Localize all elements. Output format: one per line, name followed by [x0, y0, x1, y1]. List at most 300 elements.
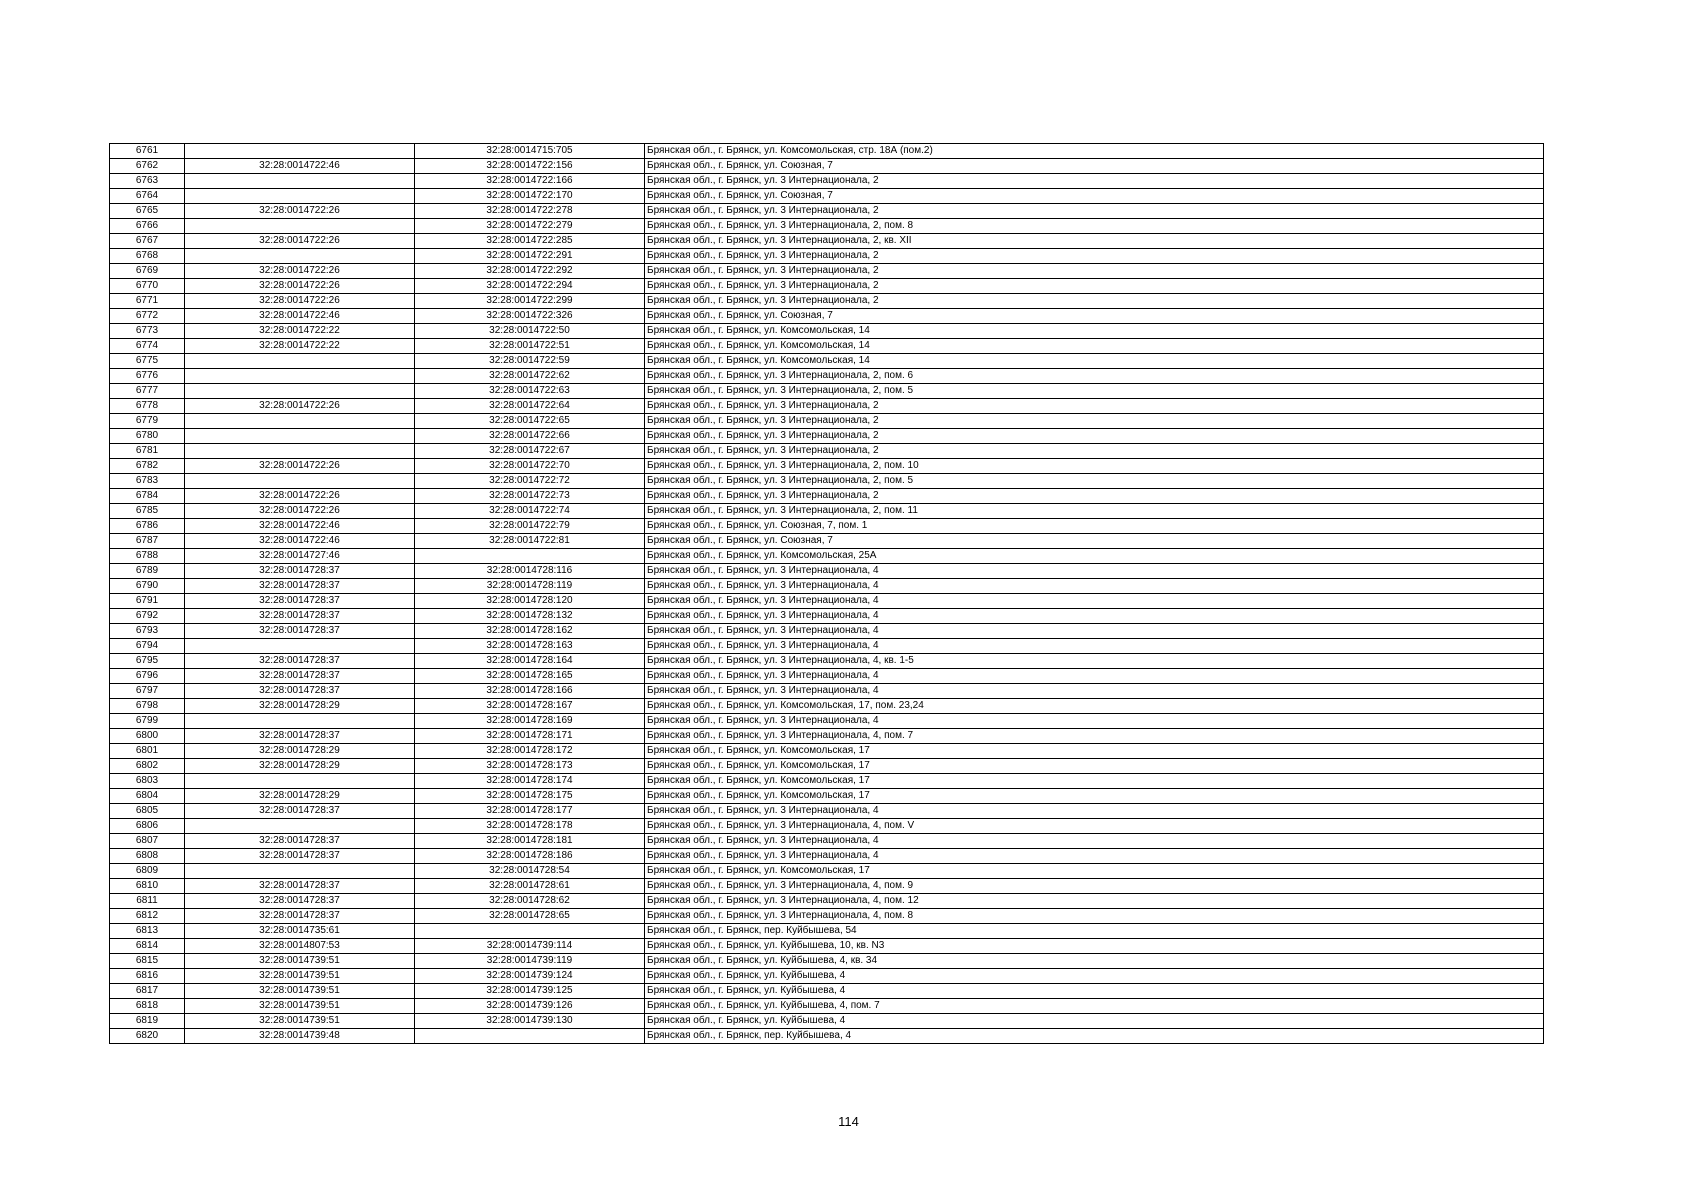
address-cell: Брянская обл., г. Брянск, ул. 3 Интернационала, 2	[645, 174, 1544, 189]
parent-cadastral-number-cell	[185, 369, 415, 384]
parent-cadastral-number-cell	[185, 864, 415, 879]
row-number-cell: 6765	[110, 204, 185, 219]
address-cell: Брянская обл., г. Брянск, ул. Куйбышева, 4, пом. 7	[645, 999, 1544, 1014]
cadastral-number-cell: 32:28:0014722:65	[415, 414, 645, 429]
cadastral-number-cell: 32:28:0014722:278	[415, 204, 645, 219]
table-row	[110, 549, 1544, 564]
cadastral-number-cell: 32:28:0014728:62	[415, 894, 645, 909]
address-cell: Брянская обл., г. Брянск, ул. 3 Интернационала, 4	[645, 564, 1544, 579]
table-row	[110, 789, 1544, 804]
table-row	[110, 729, 1544, 744]
cadastral-number-cell: 32:28:0014722:294	[415, 279, 645, 294]
address-cell: Брянская обл., г. Брянск, ул. 3 Интернационала, 4, кв. 1-5	[645, 654, 1544, 669]
property-registry-table	[109, 143, 1544, 1044]
row-number-cell: 6797	[110, 684, 185, 699]
table-row	[110, 234, 1544, 249]
table-row	[110, 714, 1544, 729]
parent-cadastral-number-cell: 32:28:0014728:37	[185, 879, 415, 894]
address-cell: Брянская обл., г. Брянск, ул. 3 Интернационала, 4	[645, 609, 1544, 624]
cadastral-number-cell: 32:28:0014728:116	[415, 564, 645, 579]
row-number-cell: 6804	[110, 789, 185, 804]
row-number-cell: 6799	[110, 714, 185, 729]
parent-cadastral-number-cell	[185, 249, 415, 264]
cadastral-number-cell: 32:28:0014728:120	[415, 594, 645, 609]
table-row	[110, 834, 1544, 849]
row-number-cell: 6806	[110, 819, 185, 834]
address-cell: Брянская обл., г. Брянск, ул. 3 Интернационала, 4, пом. 12	[645, 894, 1544, 909]
table-row	[110, 459, 1544, 474]
parent-cadastral-number-cell	[185, 174, 415, 189]
cadastral-number-cell: 32:28:0014722:51	[415, 339, 645, 354]
parent-cadastral-number-cell: 32:28:0014728:37	[185, 579, 415, 594]
cadastral-number-cell: 32:28:0014739:124	[415, 969, 645, 984]
address-cell: Брянская обл., г. Брянск, ул. 3 Интернационала, 4	[645, 624, 1544, 639]
parent-cadastral-number-cell: 32:28:0014722:46	[185, 309, 415, 324]
address-cell: Брянская обл., г. Брянск, пер. Куйбышева, 54	[645, 924, 1544, 939]
parent-cadastral-number-cell: 32:28:0014722:26	[185, 234, 415, 249]
table-row	[110, 879, 1544, 894]
table-row	[110, 204, 1544, 219]
table-row	[110, 849, 1544, 864]
cadastral-number-cell	[415, 924, 645, 939]
parent-cadastral-number-cell: 32:28:0014722:26	[185, 504, 415, 519]
address-cell: Брянская обл., г. Брянск, ул. 3 Интернационала, 4	[645, 804, 1544, 819]
row-number-cell: 6802	[110, 759, 185, 774]
address-cell: Брянская обл., г. Брянск, ул. 3 Интернационала, 2, пом. 5	[645, 474, 1544, 489]
cadastral-number-cell: 32:28:0014722:50	[415, 324, 645, 339]
cadastral-number-cell: 32:28:0014728:173	[415, 759, 645, 774]
cadastral-number-cell: 32:28:0014728:171	[415, 729, 645, 744]
address-cell: Брянская обл., г. Брянск, ул. 3 Интернационала, 4, пом. 7	[645, 729, 1544, 744]
cadastral-number-cell	[415, 1029, 645, 1044]
table-row	[110, 174, 1544, 189]
cadastral-number-cell: 32:28:0014722:291	[415, 249, 645, 264]
address-cell: Брянская обл., г. Брянск, ул. 3 Интернационала, 2	[645, 264, 1544, 279]
cadastral-number-cell: 32:28:0014728:172	[415, 744, 645, 759]
parent-cadastral-number-cell: 32:28:0014722:22	[185, 324, 415, 339]
cadastral-number-cell: 32:28:0014722:81	[415, 534, 645, 549]
parent-cadastral-number-cell	[185, 429, 415, 444]
cadastral-number-cell: 32:28:0014728:175	[415, 789, 645, 804]
row-number-cell: 6762	[110, 159, 185, 174]
address-cell: Брянская обл., г. Брянск, ул. Комсомольская, 17, пом. 23,24	[645, 699, 1544, 714]
parent-cadastral-number-cell	[185, 189, 415, 204]
table-row	[110, 894, 1544, 909]
address-cell: Брянская обл., г. Брянск, ул. Куйбышева, 4	[645, 984, 1544, 999]
cadastral-number-cell: 32:28:0014722:74	[415, 504, 645, 519]
row-number-cell: 6777	[110, 384, 185, 399]
parent-cadastral-number-cell: 32:28:0014739:51	[185, 1014, 415, 1029]
address-cell: Брянская обл., г. Брянск, ул. 3 Интернационала, 2, пом. 8	[645, 219, 1544, 234]
table-row	[110, 699, 1544, 714]
cadastral-number-cell: 32:28:0014722:285	[415, 234, 645, 249]
address-cell: Брянская обл., г. Брянск, ул. 3 Интернационала, 4	[645, 684, 1544, 699]
cadastral-number-cell: 32:28:0014728:177	[415, 804, 645, 819]
row-number-cell: 6803	[110, 774, 185, 789]
cadastral-number-cell: 32:28:0014715:705	[415, 144, 645, 159]
address-cell: Брянская обл., г. Брянск, ул. Комсомольская, 17	[645, 789, 1544, 804]
address-cell: Брянская обл., г. Брянск, ул. Комсомольская, стр. 18А (пом.2)	[645, 144, 1544, 159]
cadastral-number-cell: 32:28:0014722:279	[415, 219, 645, 234]
table-row	[110, 819, 1544, 834]
parent-cadastral-number-cell: 32:28:0014722:26	[185, 204, 415, 219]
parent-cadastral-number-cell: 32:28:0014728:29	[185, 789, 415, 804]
row-number-cell: 6787	[110, 534, 185, 549]
row-number-cell: 6818	[110, 999, 185, 1014]
parent-cadastral-number-cell: 32:28:0014728:37	[185, 669, 415, 684]
address-cell: Брянская обл., г. Брянск, ул. Союзная, 7, пом. 1	[645, 519, 1544, 534]
row-number-cell: 6769	[110, 264, 185, 279]
cadastral-number-cell: 32:28:0014739:130	[415, 1014, 645, 1029]
cadastral-number-cell: 32:28:0014722:156	[415, 159, 645, 174]
table-row	[110, 249, 1544, 264]
address-cell: Брянская обл., г. Брянск, ул. 3 Интернационала, 2, пом. 11	[645, 504, 1544, 519]
address-cell: Брянская обл., г. Брянск, ул. Комсомольская, 14	[645, 354, 1544, 369]
row-number-cell: 6773	[110, 324, 185, 339]
cadastral-number-cell: 32:28:0014728:167	[415, 699, 645, 714]
address-cell: Брянская обл., г. Брянск, ул. 3 Интернационала, 2, пом. 6	[645, 369, 1544, 384]
parent-cadastral-number-cell: 32:28:0014728:37	[185, 609, 415, 624]
table-row	[110, 429, 1544, 444]
parent-cadastral-number-cell: 32:28:0014728:37	[185, 729, 415, 744]
address-cell: Брянская обл., г. Брянск, ул. 3 Интернационала, 2	[645, 399, 1544, 414]
row-number-cell: 6786	[110, 519, 185, 534]
address-cell: Брянская обл., г. Брянск, ул. 3 Интернационала, 2, кв. XII	[645, 234, 1544, 249]
cadastral-number-cell: 32:28:0014739:119	[415, 954, 645, 969]
parent-cadastral-number-cell: 32:28:0014722:26	[185, 489, 415, 504]
row-number-cell: 6783	[110, 474, 185, 489]
table-row	[110, 534, 1544, 549]
parent-cadastral-number-cell	[185, 714, 415, 729]
row-number-cell: 6784	[110, 489, 185, 504]
parent-cadastral-number-cell	[185, 384, 415, 399]
parent-cadastral-number-cell	[185, 219, 415, 234]
row-number-cell: 6788	[110, 549, 185, 564]
table-row	[110, 564, 1544, 579]
parent-cadastral-number-cell: 32:28:0014728:37	[185, 594, 415, 609]
address-cell: Брянская обл., г. Брянск, ул. Комсомольская, 17	[645, 864, 1544, 879]
cadastral-number-cell: 32:28:0014722:59	[415, 354, 645, 369]
table-row	[110, 354, 1544, 369]
table-row	[110, 444, 1544, 459]
row-number-cell: 6817	[110, 984, 185, 999]
address-cell: Брянская обл., г. Брянск, ул. 3 Интернационала, 2	[645, 444, 1544, 459]
address-cell: Брянская обл., г. Брянск, ул. 3 Интернационала, 4	[645, 594, 1544, 609]
parent-cadastral-number-cell	[185, 414, 415, 429]
address-cell: Брянская обл., г. Брянск, ул. 3 Интернационала, 4, пом. 9	[645, 879, 1544, 894]
address-cell: Брянская обл., г. Брянск, ул. 3 Интернационала, 4	[645, 579, 1544, 594]
cadastral-number-cell: 32:28:0014728:162	[415, 624, 645, 639]
parent-cadastral-number-cell: 32:28:0014728:37	[185, 684, 415, 699]
table-row	[110, 624, 1544, 639]
cadastral-number-cell: 32:28:0014728:65	[415, 909, 645, 924]
parent-cadastral-number-cell: 32:28:0014728:29	[185, 699, 415, 714]
table-row	[110, 504, 1544, 519]
address-cell: Брянская обл., г. Брянск, ул. Союзная, 7	[645, 159, 1544, 174]
table-row	[110, 384, 1544, 399]
cadastral-number-cell: 32:28:0014728:163	[415, 639, 645, 654]
address-cell: Брянская обл., г. Брянск, ул. 3 Интернационала, 2	[645, 249, 1544, 264]
address-cell: Брянская обл., г. Брянск, ул. Союзная, 7	[645, 534, 1544, 549]
cadastral-number-cell: 32:28:0014722:63	[415, 384, 645, 399]
row-number-cell: 6772	[110, 309, 185, 324]
cadastral-number-cell: 32:28:0014728:169	[415, 714, 645, 729]
parent-cadastral-number-cell: 32:28:0014739:51	[185, 954, 415, 969]
row-number-cell: 6770	[110, 279, 185, 294]
table-row	[110, 474, 1544, 489]
address-cell: Брянская обл., г. Брянск, ул. Комсомольская, 25А	[645, 549, 1544, 564]
table-row	[110, 864, 1544, 879]
row-number-cell: 6789	[110, 564, 185, 579]
table-row	[110, 264, 1544, 279]
cadastral-number-cell: 32:28:0014722:79	[415, 519, 645, 534]
table-row	[110, 414, 1544, 429]
row-number-cell: 6781	[110, 444, 185, 459]
row-number-cell: 6775	[110, 354, 185, 369]
address-cell: Брянская обл., г. Брянск, ул. 3 Интернационала, 4, пом. 8	[645, 909, 1544, 924]
parent-cadastral-number-cell: 32:28:0014739:51	[185, 969, 415, 984]
cadastral-number-cell: 32:28:0014739:125	[415, 984, 645, 999]
table-row	[110, 399, 1544, 414]
cadastral-number-cell: 32:28:0014722:292	[415, 264, 645, 279]
address-cell: Брянская обл., г. Брянск, ул. Куйбышева, 10, кв. N3	[645, 939, 1544, 954]
table-row	[110, 309, 1544, 324]
address-cell: Брянская обл., г. Брянск, ул. Комсомольская, 17	[645, 744, 1544, 759]
table-row	[110, 909, 1544, 924]
cadastral-number-cell: 32:28:0014722:66	[415, 429, 645, 444]
table-row	[110, 999, 1544, 1014]
parent-cadastral-number-cell: 32:28:0014722:26	[185, 459, 415, 474]
address-cell: Брянская обл., г. Брянск, ул. 3 Интернационала, 2	[645, 429, 1544, 444]
cadastral-number-cell: 32:28:0014739:126	[415, 999, 645, 1014]
row-number-cell: 6796	[110, 669, 185, 684]
parent-cadastral-number-cell: 32:28:0014728:37	[185, 804, 415, 819]
address-cell: Брянская обл., г. Брянск, ул. Куйбышева, 4	[645, 969, 1544, 984]
cadastral-number-cell: 32:28:0014722:72	[415, 474, 645, 489]
table-row	[110, 759, 1544, 774]
row-number-cell: 6763	[110, 174, 185, 189]
cadastral-number-cell: 32:28:0014728:61	[415, 879, 645, 894]
cadastral-number-cell: 32:28:0014722:166	[415, 174, 645, 189]
row-number-cell: 6761	[110, 144, 185, 159]
row-number-cell: 6791	[110, 594, 185, 609]
address-cell: Брянская обл., г. Брянск, ул. Куйбышева, 4, кв. 34	[645, 954, 1544, 969]
table-row	[110, 294, 1544, 309]
row-number-cell: 6812	[110, 909, 185, 924]
parent-cadastral-number-cell: 32:28:0014728:29	[185, 744, 415, 759]
table-row	[110, 489, 1544, 504]
parent-cadastral-number-cell: 32:28:0014728:37	[185, 909, 415, 924]
row-number-cell: 6820	[110, 1029, 185, 1044]
parent-cadastral-number-cell: 32:28:0014722:22	[185, 339, 415, 354]
parent-cadastral-number-cell: 32:28:0014728:37	[185, 564, 415, 579]
parent-cadastral-number-cell	[185, 639, 415, 654]
table-row	[110, 939, 1544, 954]
address-cell: Брянская обл., г. Брянск, ул. Союзная, 7	[645, 189, 1544, 204]
table-row	[110, 969, 1544, 984]
table-row	[110, 1014, 1544, 1029]
parent-cadastral-number-cell: 32:28:0014722:46	[185, 519, 415, 534]
cadastral-number-cell: 32:28:0014728:178	[415, 819, 645, 834]
row-number-cell: 6813	[110, 924, 185, 939]
parent-cadastral-number-cell: 32:28:0014728:37	[185, 654, 415, 669]
table-row	[110, 744, 1544, 759]
cadastral-number-cell: 32:28:0014728:165	[415, 669, 645, 684]
cadastral-number-cell: 32:28:0014728:164	[415, 654, 645, 669]
parent-cadastral-number-cell: 32:28:0014739:48	[185, 1029, 415, 1044]
cadastral-number-cell: 32:28:0014728:166	[415, 684, 645, 699]
row-number-cell: 6771	[110, 294, 185, 309]
row-number-cell: 6798	[110, 699, 185, 714]
table-row	[110, 279, 1544, 294]
table-row	[110, 189, 1544, 204]
address-cell: Брянская обл., г. Брянск, ул. Комсомольская, 17	[645, 774, 1544, 789]
cadastral-number-cell: 32:28:0014722:299	[415, 294, 645, 309]
address-cell: Брянская обл., г. Брянск, ул. Куйбышева, 4	[645, 1014, 1544, 1029]
row-number-cell: 6767	[110, 234, 185, 249]
table-row	[110, 579, 1544, 594]
table-row	[110, 654, 1544, 669]
address-cell: Брянская обл., г. Брянск, ул. Союзная, 7	[645, 309, 1544, 324]
cadastral-number-cell: 32:28:0014728:174	[415, 774, 645, 789]
parent-cadastral-number-cell: 32:28:0014728:37	[185, 849, 415, 864]
address-cell: Брянская обл., г. Брянск, ул. 3 Интернационала, 4	[645, 834, 1544, 849]
address-cell: Брянская обл., г. Брянск, ул. 3 Интернационала, 4	[645, 639, 1544, 654]
row-number-cell: 6800	[110, 729, 185, 744]
table-row	[110, 339, 1544, 354]
row-number-cell: 6792	[110, 609, 185, 624]
parent-cadastral-number-cell: 32:28:0014722:26	[185, 279, 415, 294]
row-number-cell: 6785	[110, 504, 185, 519]
row-number-cell: 6801	[110, 744, 185, 759]
table-row	[110, 159, 1544, 174]
cadastral-number-cell	[415, 549, 645, 564]
row-number-cell: 6776	[110, 369, 185, 384]
parent-cadastral-number-cell: 32:28:0014739:51	[185, 999, 415, 1014]
cadastral-number-cell: 32:28:0014728:181	[415, 834, 645, 849]
row-number-cell: 6794	[110, 639, 185, 654]
cadastral-number-cell: 32:28:0014739:114	[415, 939, 645, 954]
table-row	[110, 639, 1544, 654]
parent-cadastral-number-cell: 32:28:0014722:46	[185, 534, 415, 549]
row-number-cell: 6815	[110, 954, 185, 969]
row-number-cell: 6793	[110, 624, 185, 639]
parent-cadastral-number-cell	[185, 354, 415, 369]
row-number-cell: 6816	[110, 969, 185, 984]
cadastral-number-cell: 32:28:0014722:170	[415, 189, 645, 204]
row-number-cell: 6774	[110, 339, 185, 354]
cadastral-number-cell: 32:28:0014722:73	[415, 489, 645, 504]
row-number-cell: 6808	[110, 849, 185, 864]
parent-cadastral-number-cell: 32:28:0014728:37	[185, 834, 415, 849]
address-cell: Брянская обл., г. Брянск, ул. 3 Интернационала, 2, пом. 10	[645, 459, 1544, 474]
row-number-cell: 6814	[110, 939, 185, 954]
parent-cadastral-number-cell: 32:28:0014735:61	[185, 924, 415, 939]
address-cell: Брянская обл., г. Брянск, ул. Комсомольская, 14	[645, 324, 1544, 339]
cadastral-number-cell: 32:28:0014728:186	[415, 849, 645, 864]
row-number-cell: 6790	[110, 579, 185, 594]
parent-cadastral-number-cell	[185, 474, 415, 489]
parent-cadastral-number-cell: 32:28:0014722:26	[185, 264, 415, 279]
parent-cadastral-number-cell	[185, 144, 415, 159]
table-row	[110, 954, 1544, 969]
row-number-cell: 6782	[110, 459, 185, 474]
row-number-cell: 6807	[110, 834, 185, 849]
parent-cadastral-number-cell: 32:28:0014728:37	[185, 624, 415, 639]
table-row	[110, 804, 1544, 819]
page-number: 114	[838, 1114, 859, 1129]
cadastral-number-cell: 32:28:0014728:54	[415, 864, 645, 879]
address-cell: Брянская обл., г. Брянск, ул. 3 Интернационала, 2	[645, 204, 1544, 219]
address-cell: Брянская обл., г. Брянск, ул. Комсомольская, 14	[645, 339, 1544, 354]
table-row	[110, 324, 1544, 339]
table-row	[110, 144, 1544, 159]
parent-cadastral-number-cell: 32:28:0014722:26	[185, 294, 415, 309]
cadastral-number-cell: 32:28:0014728:132	[415, 609, 645, 624]
row-number-cell: 6780	[110, 429, 185, 444]
address-cell: Брянская обл., г. Брянск, ул. 3 Интернационала, 4, пом. V	[645, 819, 1544, 834]
table-row	[110, 669, 1544, 684]
parent-cadastral-number-cell: 32:28:0014728:29	[185, 759, 415, 774]
table-row	[110, 219, 1544, 234]
parent-cadastral-number-cell	[185, 774, 415, 789]
row-number-cell: 6795	[110, 654, 185, 669]
row-number-cell: 6768	[110, 249, 185, 264]
row-number-cell: 6766	[110, 219, 185, 234]
cadastral-number-cell: 32:28:0014722:64	[415, 399, 645, 414]
parent-cadastral-number-cell	[185, 819, 415, 834]
address-cell: Брянская обл., г. Брянск, ул. 3 Интернационала, 4	[645, 669, 1544, 684]
parent-cadastral-number-cell: 32:28:0014722:46	[185, 159, 415, 174]
address-cell: Брянская обл., г. Брянск, ул. 3 Интернационала, 2	[645, 489, 1544, 504]
cadastral-number-cell: 32:28:0014728:119	[415, 579, 645, 594]
table-row	[110, 1029, 1544, 1044]
address-cell: Брянская обл., г. Брянск, ул. 3 Интернационала, 2	[645, 279, 1544, 294]
parent-cadastral-number-cell: 32:28:0014739:51	[185, 984, 415, 999]
row-number-cell: 6819	[110, 1014, 185, 1029]
table-row	[110, 594, 1544, 609]
table-row	[110, 519, 1544, 534]
table-row	[110, 609, 1544, 624]
address-cell: Брянская обл., г. Брянск, ул. 3 Интернационала, 2, пом. 5	[645, 384, 1544, 399]
row-number-cell: 6779	[110, 414, 185, 429]
row-number-cell: 6810	[110, 879, 185, 894]
table-row	[110, 774, 1544, 789]
parent-cadastral-number-cell: 32:28:0014722:26	[185, 399, 415, 414]
address-cell: Брянская обл., г. Брянск, ул. 3 Интернационала, 4	[645, 849, 1544, 864]
address-cell: Брянская обл., г. Брянск, ул. 3 Интернационала, 4	[645, 714, 1544, 729]
row-number-cell: 6811	[110, 894, 185, 909]
address-cell: Брянская обл., г. Брянск, пер. Куйбышева, 4	[645, 1029, 1544, 1044]
table-row	[110, 924, 1544, 939]
cadastral-number-cell: 32:28:0014722:67	[415, 444, 645, 459]
address-cell: Брянская обл., г. Брянск, ул. Комсомольская, 17	[645, 759, 1544, 774]
parent-cadastral-number-cell: 32:28:0014728:37	[185, 894, 415, 909]
address-cell: Брянская обл., г. Брянск, ул. 3 Интернационала, 2	[645, 294, 1544, 309]
row-number-cell: 6778	[110, 399, 185, 414]
row-number-cell: 6764	[110, 189, 185, 204]
cadastral-number-cell: 32:28:0014722:70	[415, 459, 645, 474]
cadastral-number-cell: 32:28:0014722:326	[415, 309, 645, 324]
parent-cadastral-number-cell: 32:28:0014807:53	[185, 939, 415, 954]
parent-cadastral-number-cell: 32:28:0014727:46	[185, 549, 415, 564]
parent-cadastral-number-cell	[185, 444, 415, 459]
registry-table-body	[110, 144, 1544, 1044]
row-number-cell: 6805	[110, 804, 185, 819]
table-row	[110, 684, 1544, 699]
table-row	[110, 369, 1544, 384]
address-cell: Брянская обл., г. Брянск, ул. 3 Интернационала, 2	[645, 414, 1544, 429]
